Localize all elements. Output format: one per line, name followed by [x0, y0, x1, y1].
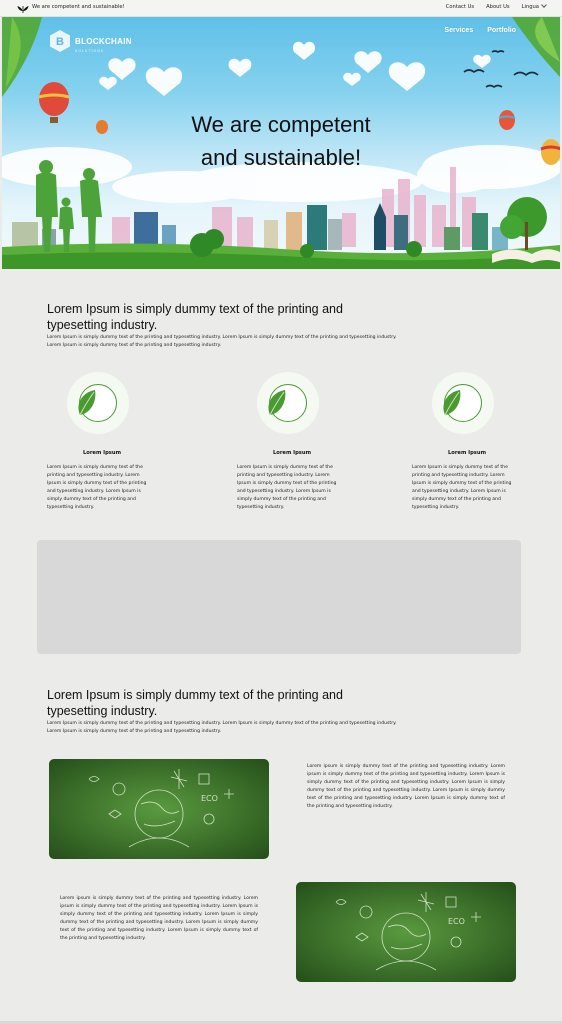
section1-title: Lorem Ipsum is simply dummy text of the printing and typesetting industry. — [47, 302, 343, 332]
section2-title: Lorem Ipsum is simply dummy text of the printing and typesetting industry. — [47, 688, 343, 718]
brand-logo[interactable] — [48, 29, 132, 53]
svg-text:ECO: ECO — [201, 794, 218, 803]
feature-icon-circle — [257, 372, 319, 434]
section1-body: Lorem Ipsum is simply dummy text of the printing and typesetting industry. Lorem Ipsum is simply dummy text of the printing and typesetting industry. Lorem Ipsum is simply dummy text of the printing and typesetting industry. — [47, 335, 397, 348]
nav-about-us[interactable]: About Us — [486, 4, 510, 10]
feature-title: Lorem Ipsum — [273, 450, 311, 456]
nav-services[interactable]: Services — [444, 27, 474, 34]
eco-globe-illustration — [296, 882, 516, 982]
nav-portfolio[interactable]: Portfolio — [487, 27, 516, 34]
row1-text: Lorem ipsum is simply dummy text of the printing and typesetting industry. Lorem ipsum is simply dummy text of the printing and typesetting industry. Lorem Ipsum is simply dummy text of the printing and typesetting industry. Lorem Ipsum is simply dummy text of the printing and typesetting industry. Lorem Ipsum is simply dummy text of the printing and typesetting industry. Lorem Ipsum is simply dummy text of the printing and typesetting industry. — [307, 764, 505, 809]
hero-nav — [444, 27, 516, 34]
eco-globe-illustration — [49, 759, 269, 859]
media-placeholder — [37, 540, 521, 654]
feature-title: Lorem Ipsum — [83, 450, 121, 456]
leaf-icon — [267, 389, 289, 417]
nav-language-select[interactable] — [522, 4, 546, 10]
top-bar — [0, 0, 562, 17]
chevron-down-icon — [541, 2, 547, 8]
hero-banner — [2, 17, 560, 269]
svg-text:ECO: ECO — [448, 917, 465, 926]
feature-text: Lorem Ipsum is simply dummy text of the printing and typesetting industry. Lorem Ipsum is simply dummy text of the printing and typesetting industry. Lorem Ipsum is simply dummy text of the printing and typesetting industry. — [47, 465, 147, 510]
leaf-icon — [77, 389, 99, 417]
feature-icon-circle — [67, 372, 129, 434]
brand-name: BLOCKCHAIN — [75, 37, 132, 46]
brand-subtitle: SOLUTIONS — [75, 49, 105, 53]
leaf-logo-icon — [17, 3, 29, 14]
feature-icon-circle — [432, 372, 494, 434]
top-tagline: We are competent and sustainable! — [32, 4, 125, 10]
section2-body: Lorem Ipsum is simply dummy text of the printing and typesetting industry. Lorem Ipsum is simply dummy text of the printing and typesetting industry. Lorem Ipsum is simply dummy text of the printing and typesetting industry. — [47, 721, 397, 734]
eco-globe-image — [49, 759, 269, 859]
leaf-icon — [442, 389, 464, 417]
hero-headline — [2, 108, 560, 174]
svg-text:B: B — [56, 36, 64, 48]
nav-contact-us[interactable]: Contact Us — [445, 4, 475, 10]
hero-headline-line-1: We are competent — [191, 112, 371, 137]
top-nav — [446, 4, 546, 10]
feature-text: Lorem Ipsum is simply dummy text of the printing and typesetting industry. Lorem Ipsum is simply dummy text of the printing and typesetting industry. Lorem Ipsum is simply dummy text of the printing and typesetting industry. — [237, 465, 337, 510]
feature-text: Lorem Ipsum is simply dummy text of the printing and typesetting industry. Lorem Ipsum is simply dummy text of the printing and typesetting industry. Lorem Ipsum is simply dummy text of the printing and typesetting industry. — [412, 465, 512, 510]
row2-text: Lorem ipsum is simply dummy text of the printing and typesetting industry. Lorem ipsum is simply dummy text of the printing and typesetting industry. Lorem Ipsum is simply dummy text of the printing and typesetting industry. Lorem Ipsum is simply dummy text of the printing and typesetting industry. Lorem Ipsum is simply dummy text of the printing and typesetting industry. Lorem Ipsum is simply dummy text of the printing and typesetting industry. — [60, 896, 258, 941]
hero-headline-line-2: and sustainable! — [200, 145, 362, 170]
feature-title: Lorem Ipsum — [448, 450, 486, 456]
language-label: Lingua — [521, 4, 539, 10]
blockchain-hexagon-icon — [48, 29, 72, 53]
eco-globe-image — [296, 882, 516, 982]
